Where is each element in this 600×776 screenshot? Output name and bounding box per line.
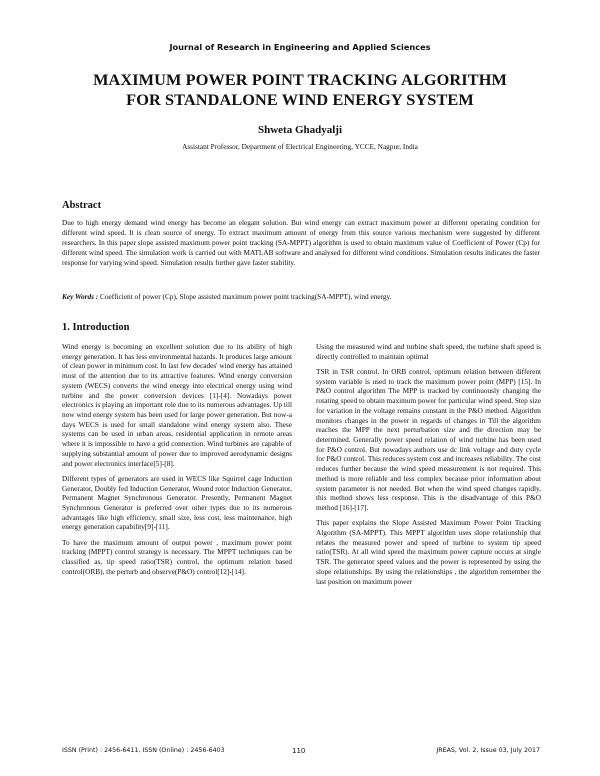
keywords-text: Coefficient of power (Cp), Slope assisted maximum power point tracking(SA-MPPT), wind energy. — [98, 292, 392, 301]
keywords — [62, 292, 540, 302]
paragraph: To have the maximum amount of output power , maximum power point tracking (MPPT) control strategy is necessary. The MPPT techniques can be classified as, tip speed ratio(TSR) control, the optimum relation based control(ORB), the perturb and observe(P&O) control[12]-[14]. — [62, 537, 292, 576]
title-line-2: FOR STANDALONE WIND ENERGY SYSTEM — [126, 90, 474, 109]
abstract-heading: Abstract — [62, 200, 102, 211]
footer-citation: JREAS, Vol. 2, Issue 03, July 2017 — [436, 747, 540, 754]
paper-title — [40, 70, 560, 110]
paragraph: Different types of generators are used in WECS like Squirrel cage Induction Generator, Doubly fed Induction Generator, Wound rotor Induction Generator, Permanent Magnet Synchronous Generator. Presently, Permanent Magnet Synchronous Generator is preferred over other types due to its numerous advantages like high efficiency, small size, less cost, less maintenance, high energy generation capability[9]-[11]. — [62, 473, 292, 532]
right-column — [316, 342, 541, 592]
section-heading-introduction: 1. Introduction — [62, 322, 130, 333]
footer-page-number: 110 — [292, 747, 306, 755]
author-name: Shweta Ghadyalji — [257, 124, 343, 136]
footer-issn: ISSN (Print) : 2456-6411, ISSN (Online) : 2456-6403 — [62, 747, 225, 754]
paragraph: Wind energy is becoming an excellent solution due to its ability of high energy generation. It has less environmental hazards. It produces large amount of clean power in minimum cost. In last few decades' wind energy has attained most of the attention due to its attractive features. Wind energy conversion system (WECS) converts the wind energy into electrical energy using wind turbine and the power conversion devices [1]-[4]. Nowadays power electronics is playing an important role due to its numerous advantages. Up till now wind energy system has been used for large power generation. But now-a days WECS is used for small standalone wind energy system also. These systems can be used in urban areas, residential application in remote areas where it is impossible to have a grid connection. Wind turbines are capable of supplying substantial amount of power due to improved aerodynamic designs and power electronics interface[5]-[8]. — [62, 342, 293, 468]
keywords-label: Key Words : — [62, 292, 99, 301]
paragraph: This paper explains the Slope Assisted Maximum Power Point Tracking Algorithm (SA-MPPT). This MPPT algorithm uses slope relationship that relates the measured power and speed of turbine to system tip speed ratio(TSR). At all wind speed the maximum power capture occurs at single TSR. The generator speed values and the power is represented by using the slope relationships. By using the relationships , the algorithm remember the last position on maximum power — [316, 518, 541, 586]
paragraph: TSR in TSR control. In ORB control, optimum relation between different system variable is used to track the maximum power point (MPP) [15]. In P&O control algorithm The MPP is tracked by continuously changing the rotating speed to obtain maximum power for particular wind speed. Step size for variation in the voltage remains constant in the P&O method. Algorithm monitors changes in the power in regards of changes in Till the algorithm reaches the MPP the next perturbation size and the direction may be determined. Generally power speed relation of wind turbine has been used for P&O control. But nowadays authors use dc link voltage and duty cycle for P&O control. This reduces system cost and increases reliability. The cost reduces further because the wind speed measurement is not required. This method is more reliable and less complex because prior information about system parameter is not needed. But when the wind speed changes rapidly, this method shows less response. This is the disadvantage of this P&O method [16]-[17]. — [316, 366, 541, 512]
paragraph: Using the measured wind and turbine shaft speed, the turbine shaft speed is directly controlled to maintain optimal — [316, 342, 541, 361]
title-line-1: MAXIMUM POWER POINT TRACKING ALGORITHM — [93, 70, 507, 89]
left-column — [62, 342, 292, 582]
abstract-text: Due to high energy demand wind energy has become an elegant solution. But wind energy can extract maximum power at different operating condition for different wind speed. It is clean source of energy. To extract maximum amount of energy from this source various mechanism were suggested by different researchers. In this paper slope assisted maximum power point tracking (SA-MPPT) algorithm is used to obtain maximum value of Coefficient of Power (Cp) for different wind speed. The simulation work is carried out with MATLAB software and analysed for different wind conditions. Simulation results indicates the faster response for varying wind speed. Simulation results further gave faster stability. — [62, 218, 540, 268]
journal-name: Journal of Research in Engineering and Applied Sciences — [169, 42, 431, 52]
author-affiliation: Assistant Professor, Department of Electrical Engineering, YCCE, Nagpur, India — [182, 142, 418, 151]
